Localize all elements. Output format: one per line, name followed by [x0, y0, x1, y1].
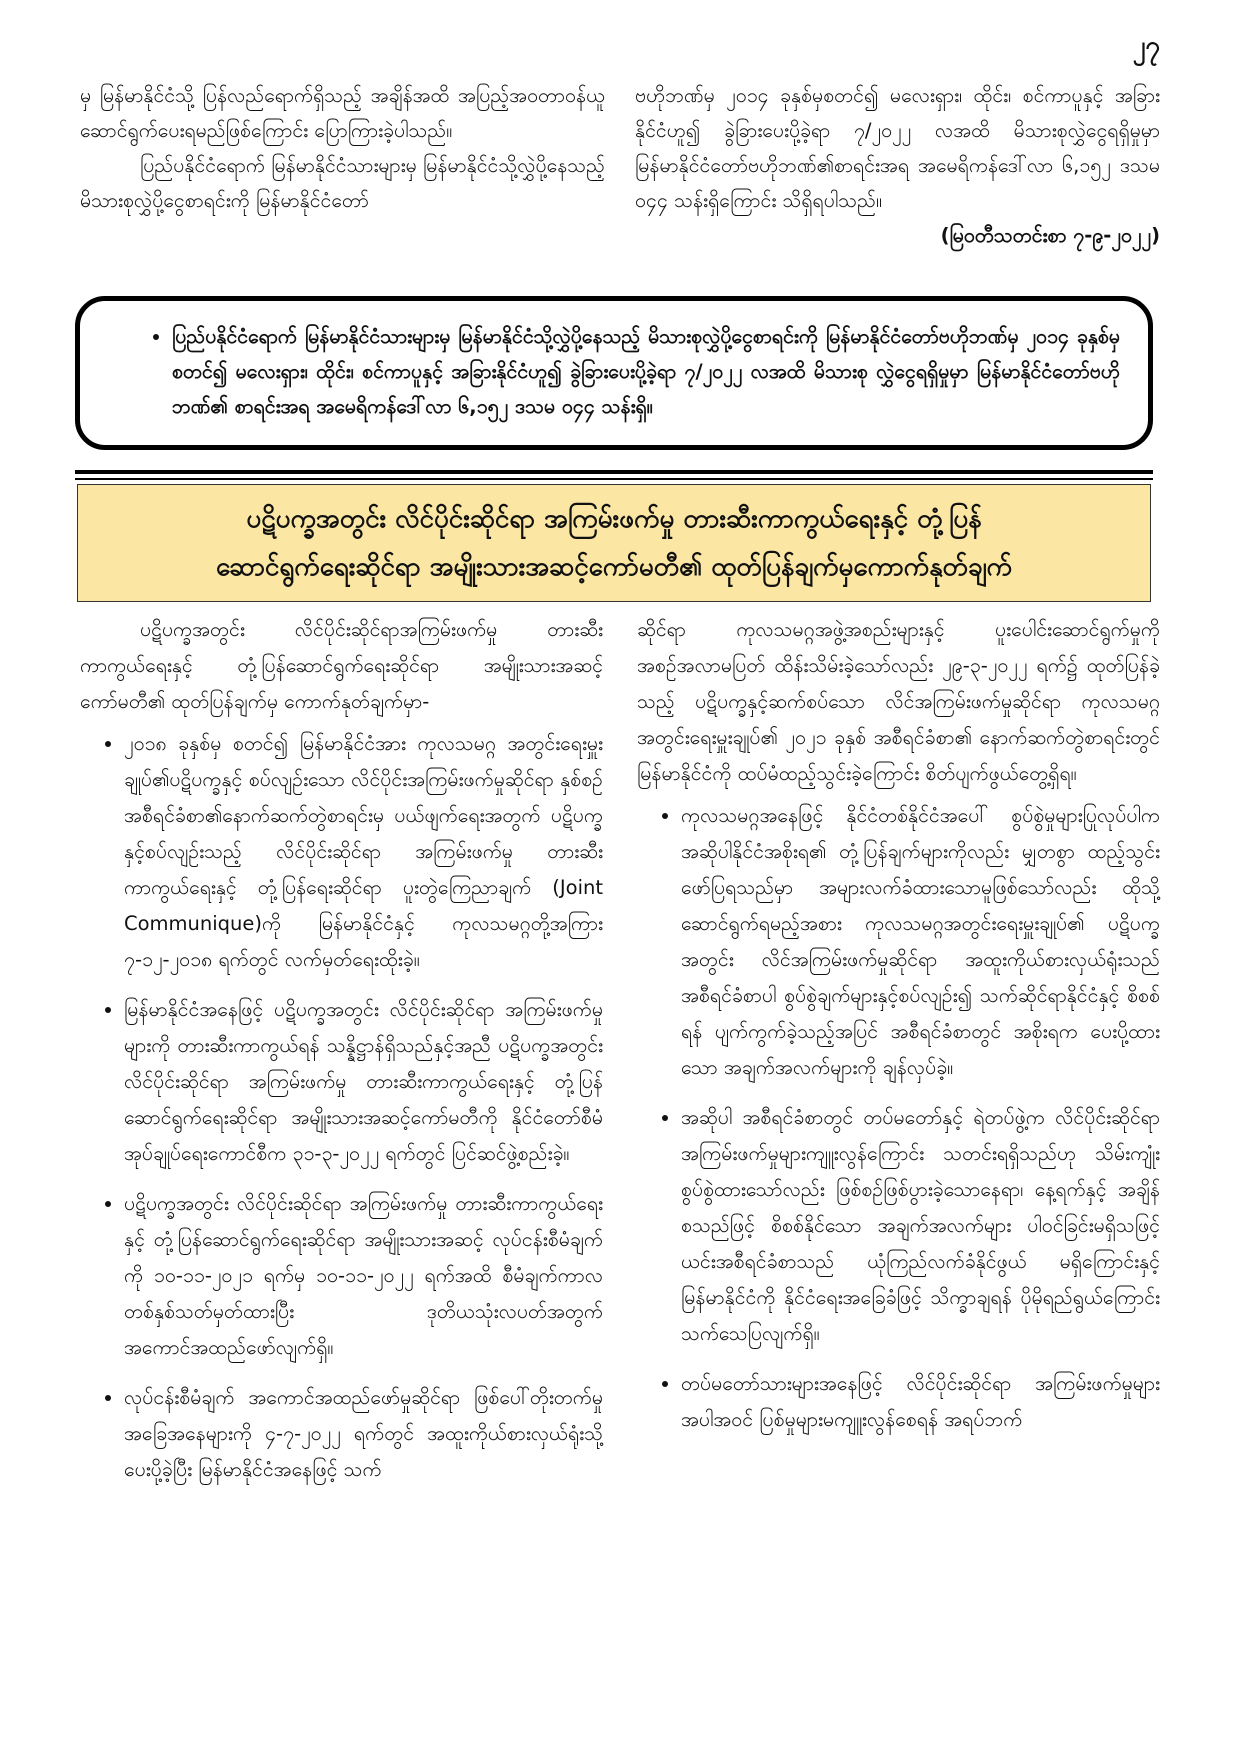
- summary-list: [116, 319, 1120, 424]
- source-citation: (မြဝတီသတင်းစာ ၇-၉-၂၀၂၂): [940, 224, 1160, 247]
- list-item: • ကုလသမဂ္ဂအနေဖြင့် နိုင်ငံတစ်နိုင်ငံအပေါ် စွပ်စွဲမှုများပြုလုပ်ပါက အဆိုပါနိုင်ငံအစိုးရ၏ တုံ့ပြန်ချက်များကိုလည်း မျှတစွာ ထည့်သွင်းဖော်ပြရသည်မှာ အများလက်ခံထားသောမူဖြစ်သော်လည်း ထိုသို့ဆောင်ရွက်ရမည့်အစား ကုလသမဂ္ဂအတွင်းရေးမှူးချုပ်၏ ပဋိပက္ခအတွင်း လိင်အကြမ်းဖက်မှုဆိုင်ရာ အထူးကိုယ်စားလှယ်ရုံးသည် အစီရင်ခံစာပါ စွပ်စွဲချက်များနှင့်စပ်လျဉ်း၍ သက်ဆိုင်ရာနိုင်ငံနှင့် စိစစ်ရန် ပျက်ကွက်ခဲ့သည့်အပြင် အစီရင်ခံစာတွင် အစိုးရက ပေးပို့ထားသော အချက်အလက်များကို ချန်လှပ်ခဲ့။: [681, 798, 1160, 1086]
- bullet-list: [80, 726, 603, 1488]
- top-left-column: [80, 78, 605, 253]
- bullet-list: [637, 798, 1160, 1438]
- list-item: • ပဋိပက္ခအတွင်း လိင်ပိုင်းဆိုင်ရာ အကြမ်းဖက်မှု တားဆီးကာကွယ်ရေးနှင့် တုံ့ပြန်ဆောင်ရွက်ရေးဆိုင်ရာ အမျိုးသားအဆင့် လုပ်ငန်းစီမံချက်ကို ၁၀-၁၁-၂၀၂၁ ရက်မှ ၁၀-၁၁-၂၀၂၂ ရက်အထိ စီမံချက်ကာလ တစ်နှစ်သတ်မှတ်ထားပြီး ဒုတိယသုံးလပတ်အတွက် အကောင်အထည်ဖော်လျက်ရှိ။: [124, 1186, 603, 1366]
- summary-box: [75, 296, 1153, 450]
- section-divider: [75, 470, 1153, 480]
- list-item: • အဆိုပါ အစီရင်ခံစာတွင် တပ်မတော်နှင့် ရဲတပ်ဖွဲ့က လိင်ပိုင်းဆိုင်ရာ အကြမ်းဖက်မှုများကျူးလွန်ကြောင်း သတင်းရရှိသည်ဟု သိမ်းကျုံးစွပ်စွဲထားသော်လည်း ဖြစ်စဉ်ဖြစ်ပွားခဲ့သောနေရာ၊ နေ့ရက်နှင့် အချိန်စသည်ဖြင့် စိစစ်နိုင်သော အချက်အလက်များ ပါဝင်ခြင်းမရှိသဖြင့် ယင်းအစီရင်ခံစာသည် ယုံကြည်လက်ခံနိုင်ဖွယ် မရှိကြောင်းနှင့် မြန်မာနိုင်ငံကို နိုင်ငံရေးအခြေခံဖြင့် သိက္ခာချရန် ပိုမိုရည်ရွယ်ကြောင်း သက်သေပြလျက်ရှိ။: [681, 1100, 1160, 1352]
- intro-paragraph: ပဋိပက္ခအတွင်း လိင်ပိုင်းဆိုင်ရာအကြမ်းဖက်မှု တားဆီးကာကွယ်ရေးနှင့် တုံ့ပြန်ဆောင်ရွက်ရေးဆိုင်ရာ အမျိုးသားအဆင့်ကော်မတီ၏ ထုတ်ပြန်ချက်မှ ကောက်နုတ်ချက်မှာ-: [80, 618, 603, 713]
- bottom-section: [80, 612, 1160, 1502]
- paragraph: မှ မြန်မာနိုင်ငံသို့ ပြန်လည်ရောက်ရှိသည့် အချိန်အထိ အပြည့်အဝတာဝန်ယူ ဆောင်ရွက်ပေးရမည်ဖြစ်ကြောင်း ပြောကြားခဲ့ပါသည်။: [80, 84, 605, 142]
- bottom-left-column: [80, 612, 603, 1502]
- top-section: [80, 78, 1160, 253]
- paragraph: ဗဟိုဘဏ်မှ ၂၀၁၄ ခုနှစ်မှစတင်၍ မလေးရှား၊ ထိုင်း၊ စင်ကာပူနှင့် အခြားနိုင်ငံဟူ၍ ခွဲခြားပေးပို့ခဲ့ရာ ၇/၂၀၂၂ လအထိ မိသားစုလွှဲငွေရရှိမှုမှာ မြန်မာနိုင်ငံတော်ဗဟိုဘဏ်၏စာရင်းအရ အမေရိကန်ဒေါ်လာ ၆,၁၅၂ ဒသမ ၀၄၄ သန်းရှိကြောင်း သိရှိရပါသည်။: [635, 84, 1160, 212]
- list-item: • ၂၀၁၈ ခုနှစ်မှ စတင်၍ မြန်မာနိုင်ငံအား ကုလသမဂ္ဂ အတွင်းရေးမှူးချုပ်၏ပဋိပက္ခနှင့် စပ်လျဉ်းသော လိင်ပိုင်းအကြမ်းဖက်မှုဆိုင်ရာ နှစ်စဉ်အစီရင်ခံစာ၏နောက်ဆက်တွဲစာရင်းမှ ပယ်ဖျက်ရေးအတွက် ပဋိပက္ခနှင့်စပ်လျဉ်းသည့် လိင်ပိုင်းဆိုင်ရာ အကြမ်းဖက်မှု တားဆီးကာကွယ်ရေးနှင့် တုံ့ပြန်ရေးဆိုင်ရာ ပူးတွဲကြေညာချက် (Joint Communique)ကို မြန်မာနိုင်ငံနှင့် ကုလသမဂ္ဂတို့အကြား ၇-၁၂-၂၀၁၈ ရက်တွင် လက်မှတ်ရေးထိုးခဲ့။: [124, 726, 603, 978]
- list-item: • မြန်မာနိုင်ငံအနေဖြင့် ပဋိပက္ခအတွင်း လိင်ပိုင်းဆိုင်ရာ အကြမ်းဖက်မှုများကို တားဆီးကာကွယ်ရန် သန္နိဋ္ဌာန်ရှိသည်နှင့်အညီ ပဋိပက္ခအတွင်း လိင်ပိုင်းဆိုင်ရာ အကြမ်းဖက်မှု တားဆီးကာကွယ်ရေးနှင့် တုံ့ပြန်ဆောင်ရွက်ရေးဆိုင်ရာ အမျိုးသားအဆင့်ကော်မတီကို နိုင်ငံတော်စီမံအုပ်ချုပ်ရေးကောင်စီက ၃၁-၃-၂၀၂၂ ရက်တွင် ပြင်ဆင်ဖွဲ့စည်းခဲ့။: [124, 992, 603, 1172]
- section-headline: [77, 484, 1151, 602]
- paragraph: ပြည်ပနိုင်ငံရောက် မြန်မာနိုင်ငံသားများမှ မြန်မာနိုင်ငံသို့လွှဲပို့နေသည့် မိသားစုလွှဲပို့ငွေစာရင်းကို မြန်မာနိုင်ငံတော်: [80, 154, 605, 212]
- headline-line-1: ပဋိပက္ခအတွင်း လိင်ပိုင်းဆိုင်ရာ အကြမ်းဖက်မှု တားဆီးကာကွယ်ရေးနှင့် တုံ့ပြန်: [246, 504, 982, 534]
- bottom-right-column: [637, 612, 1160, 1502]
- top-right-column: [635, 78, 1160, 253]
- list-item: • တပ်မတော်သားများအနေဖြင့် လိင်ပိုင်းဆိုင်ရာ အကြမ်းဖက်မှုများအပါအဝင် ပြစ်မှုများမကျူးလွန်စေရန် အရပ်ဘက်: [681, 1366, 1160, 1438]
- summary-item: • ပြည်ပနိုင်ငံရောက် မြန်မာနိုင်ငံသားများမှ မြန်မာနိုင်ငံသို့လွှဲပို့နေသည့် မိသားစုလွှဲပို့ငွေစာရင်းကို မြန်မာနိုင်ငံတော်ဗဟိုဘဏ်မှ ၂၀၁၄ ခုနှစ်မှစတင်၍ မလေးရှား၊ ထိုင်း၊ စင်ကာပူနှင့် အခြားနိုင်ငံဟူ၍ ခွဲခြားပေးပို့ခဲ့ရာ ၇/၂၀၂၂ လအထိ မိသားစု လွှဲငွေရရှိမှုမှာ မြန်မာနိုင်ငံတော်ဗဟိုဘဏ်၏ စာရင်းအရ အမေရိကန်ဒေါ်လာ ၆,၁၅၂ ဒသမ ၀၄၄ သန်းရှိ။: [172, 319, 1120, 424]
- continuation-paragraph: ဆိုင်ရာ ကုလသမဂ္ဂအဖွဲ့အစည်းများနှင့် ပူးပေါင်းဆောင်ရွက်မှုကို အစဉ်အလာမပြတ် ထိန်းသိမ်းခဲ့သော်လည်း ၂၉-၃-၂၀၂၂ ရက်၌ ထုတ်ပြန်ခဲ့သည့် ပဋိပက္ခနှင့်ဆက်စပ်သော လိင်အကြမ်းဖက်မှုဆိုင်ရာ ကုလသမဂ္ဂအတွင်းရေးမှူးချုပ်၏ ၂၀၂၁ ခုနှစ် အစီရင်ခံစာ၏ နောက်ဆက်တွဲစာရင်းတွင် မြန်မာနိုင်ငံကို ထပ်မံထည့်သွင်းခဲ့ကြောင်း စိတ်ပျက်ဖွယ်တွေ့ရှိရ။: [637, 618, 1160, 785]
- headline-line-2: ဆောင်ရွက်ရေးဆိုင်ရာ အမျိုးသားအဆင့်ကော်မတီ၏ ထုတ်ပြန်ချက်မှကောက်နုတ်ချက်: [216, 552, 1012, 582]
- list-item: • လုပ်ငန်းစီမံချက် အကောင်အထည်ဖော်မှုဆိုင်ရာ ဖြစ်ပေါ်တိုးတက်မှုအခြေအနေများကို ၄-၇-၂၀၂၂ ရက်တွင် အထူးကိုယ်စားလှယ်ရုံးသို့ပေးပို့ခဲ့ပြီး မြန်မာနိုင်ငံအနေဖြင့် သက်: [124, 1380, 603, 1488]
- page-number: ၂၇: [1132, 31, 1160, 61]
